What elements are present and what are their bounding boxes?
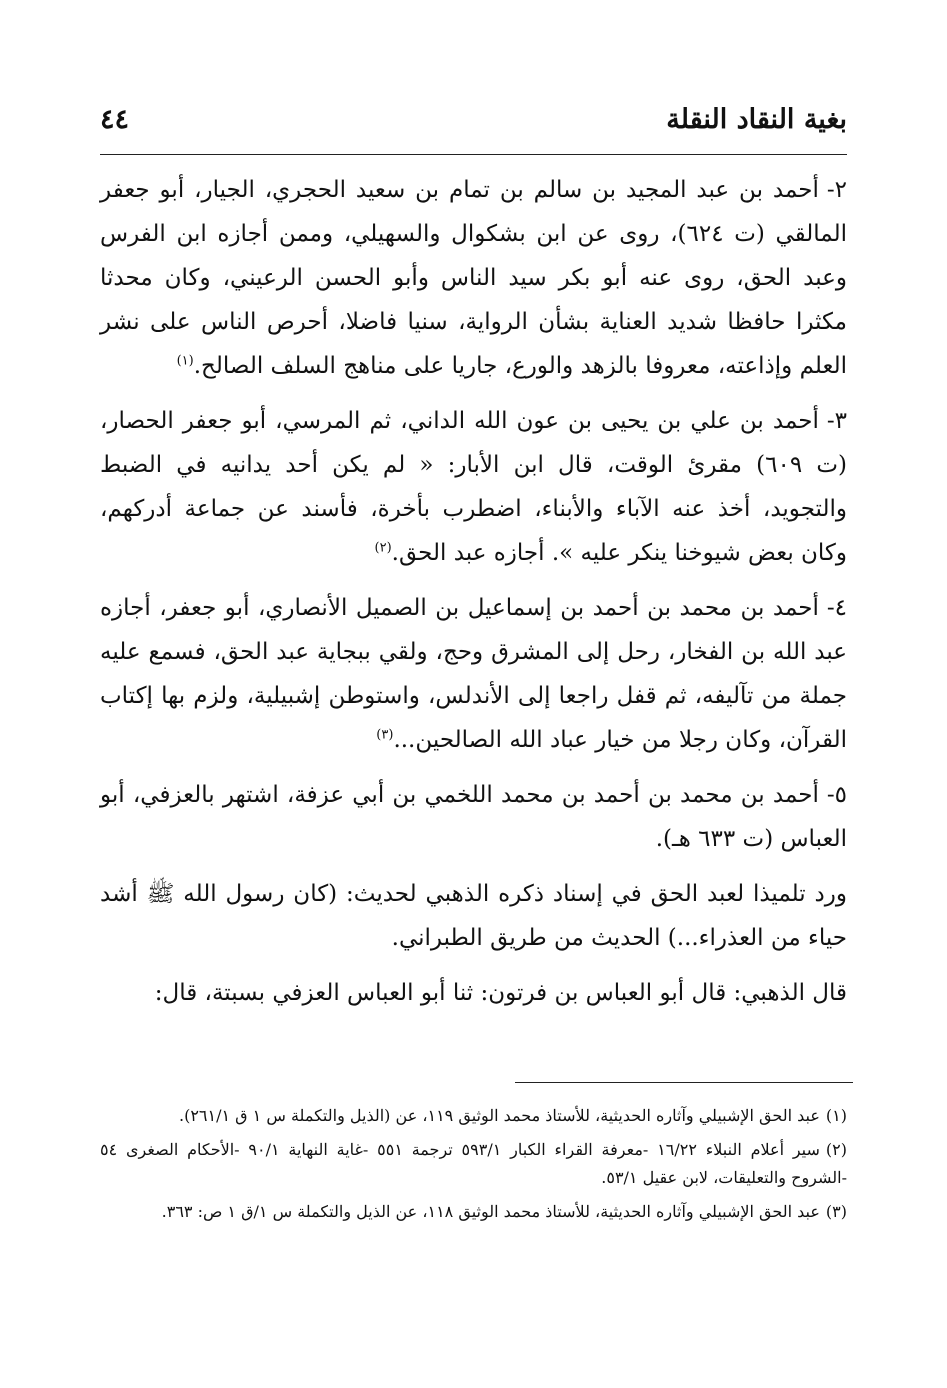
footnote-ref[interactable]: (٣) [376, 727, 394, 743]
footnote-2 [100, 1136, 847, 1192]
footnote-text: عبد الحق الإشبيلي وآثاره الحديثية، للأستاذ محمد الوثيق ١١٨، عن الذيل والتكملة س ١/ق ١ ص: ٣٦٣. [161, 1202, 820, 1221]
footnote-number: (٣) [825, 1202, 847, 1221]
footnotes [100, 1102, 847, 1232]
dhahabi-paragraph: قال الذهبي: قال أبو العباس بن فرتون: ثنا أبو العباس العزفي بسبتة، قال: [154, 980, 847, 1006]
footnote-ref[interactable]: (٢) [374, 540, 392, 556]
entry-text: أحمد بن محمد بن أحمد بن محمد اللخمي بن أبي عزفة، اشتهر بالعزفي، أبو العباس (ت ٦٣٣ هـ). [100, 782, 847, 852]
page-header [100, 100, 847, 144]
page-number: ٤٤ [100, 104, 130, 135]
footnote-number: (١) [825, 1106, 847, 1125]
entry-number: ٢- [826, 177, 847, 203]
hadith-paragraph: ورد تلميذا لعبد الحق في إسناد ذكره الذهبي لحديث: (كان رسول الله ﷺ أشد حياء من العذراء...) الحديث من طريق الطبراني. [100, 881, 847, 951]
entry-text: أحمد بن عبد المجيد بن سالم بن تمام بن سعيد الحجري، الجيار، أبو جعفر المالقي (ت ٦٢٤)، روى عن ابن بشكوال والسهيلي، وممن أجازه ابن الفرس وعبد الحق، روى عنه أبو بكر سيد الناس وأبو الحسن الرعيني، وكان محدثا مكثرا حافظا شديد العناية بشأن الرواية، سنيا فاضلا، أحرص الناس على نشر العلم وإذاعته، معروفا بالزهد والورع، جاريا على مناهج السلف الصالح. [100, 177, 847, 379]
biography-entry-3 [100, 399, 847, 575]
biography-entry-2 [100, 168, 847, 388]
footnote-number: (٢) [825, 1140, 848, 1159]
footnote-divider [515, 1082, 853, 1083]
footnote-text: عبد الحق الإشبيلي وآثاره الحديثية، للأستاذ محمد الوثيق ١١٩، عن (الذيل والتكملة س ١ ق ٢٦١/١). [178, 1106, 820, 1125]
footnote-3 [100, 1198, 847, 1226]
main-text [100, 168, 847, 1026]
running-title: بغية النقاد النقلة [666, 104, 847, 135]
footnote-ref[interactable]: (١) [176, 353, 194, 369]
entry-number: ٣- [826, 408, 847, 434]
footnote-text: سير أعلام النبلاء ١٦/٢٢ -معرفة القراء الكبار ٥٩٣/١ ترجمة ٥٥١ -غاية النهاية ٩٠/١ -الأحكام الصغرى ٥٤ -الشروح والتعليقات، لابن عقيل ٥٣/١. [100, 1140, 847, 1187]
entry-number: ٤- [826, 595, 847, 621]
footnote-1 [100, 1102, 847, 1130]
entry-text: أحمد بن علي بن يحيى بن عون الله الداني، ثم المرسي، أبو جعفر الحصار، (ت ٦٠٩) مقرئ الوقت، قال ابن الأبار: « لم يكن أحد يدانيه في الضبط والتجويد، أخذ عنه الآباء والأبناء، اضطرب بأخرة، فأسند عن جماعة أدركهم، وكان بعض شيوخنا ينكر عليه ». أجازه عبد الحق. [100, 408, 848, 566]
biography-entry-4 [100, 586, 847, 762]
header-divider [100, 154, 847, 155]
entry-number: ٥- [826, 782, 847, 808]
biography-entry-5 [100, 773, 847, 861]
entry-text: أحمد بن محمد بن أحمد بن إسماعيل بن الصميل الأنصاري، أبو جعفر، أجازه عبد الله بن الفخار، رحل إلى المشرق وحج، ولقي ببجاية عبد الحق، فسمع عليه جملة من تآليفه، ثم قفل راجعا إلى الأندلس، واستوطن إشبيلية، ولزم بها إكتاب القرآن، وكان رجلا من خيار عباد الله الصالحين... [100, 595, 847, 753]
